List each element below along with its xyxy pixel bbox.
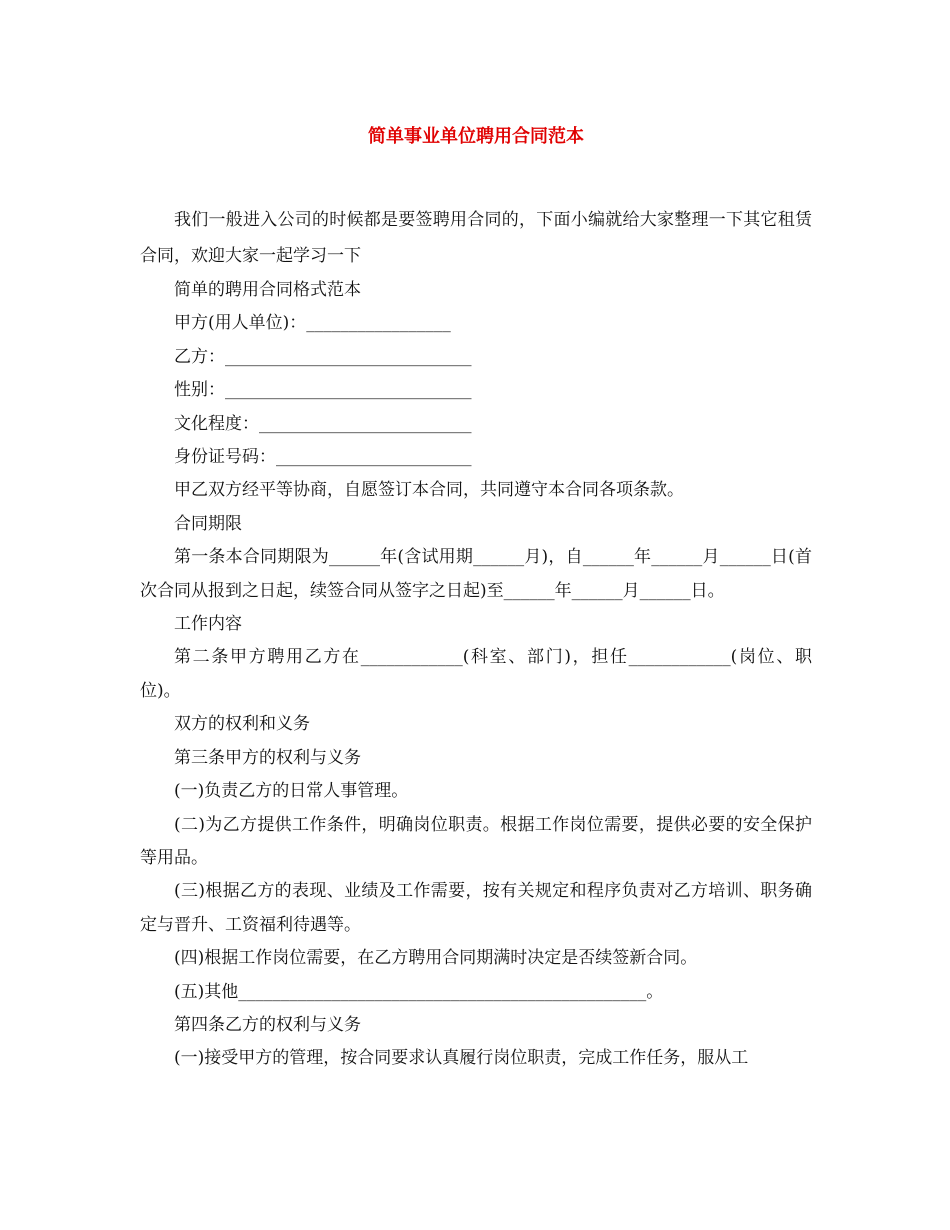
clause-4-item-1: (一)接受甲方的管理，按合同要求认真履行岗位职责，完成工作任务，服从工 [174, 1048, 749, 1069]
section-heading-term: 合同期限 [174, 513, 242, 534]
clause-3-item-4: (四)根据工作岗位需要，在乙方聘用合同期满时决定是否续签新合同。 [174, 948, 698, 969]
section-heading-rights: 双方的权利和义务 [174, 714, 310, 735]
field-party-b: 乙方：_____________________________ [174, 346, 472, 367]
field-gender: 性别：_____________________________ [174, 380, 472, 401]
field-education: 文化程度：_________________________ [174, 413, 472, 434]
paragraph-format-heading: 简单的聘用合同格式范本 [174, 280, 361, 300]
clause-3-item-2: (二)为乙方提供工作条件，明确岗位职责。根据工作岗位需要，提供必要的安全保护等用品。 [140, 814, 812, 868]
clause-2: 第二条甲方聘用乙方在____________(科室、部门)，担任____________(岗位、职位)。 [140, 647, 812, 701]
section-heading-work: 工作内容 [174, 614, 242, 635]
field-party-a: 甲方(用人单位)：_________________ [174, 313, 451, 334]
clause-3-item-5: (五)其他________________________________________________。 [174, 981, 664, 1002]
field-id-number: 身份证号码：_______________________ [174, 447, 472, 468]
clause-3-heading: 第三条甲方的权利与义务 [174, 747, 361, 768]
paragraph-intro: 我们一般进入公司的时候都是要签聘用合同的，下面小编就给大家整理一下其它租赁合同，欢迎大家一起学习一下 [140, 210, 812, 266]
paragraph-agreement: 甲乙双方经平等协商，自愿签订本合同，共同遵守本合同各项条款。 [174, 480, 684, 501]
clause-3-item-3: (三)根据乙方的表现、业绩及工作需要，按有关规定和程序负责对乙方培训、职务确定与晋升、工资福利待遇等。 [140, 881, 812, 935]
clause-1: 第一条本合同期限为______年(含试用期______月)，自______年______月______日(首次合同从报到之日起，续签合同从签字之日起)至______年______月______日。 [140, 547, 812, 601]
clause-3-item-1: (一)负责乙方的日常人事管理。 [174, 781, 409, 802]
document-title: 简单事业单位聘用合同范本 [368, 126, 584, 147]
document-body [140, 203, 812, 1076]
clause-4-heading: 第四条乙方的权利与义务 [174, 1014, 361, 1035]
